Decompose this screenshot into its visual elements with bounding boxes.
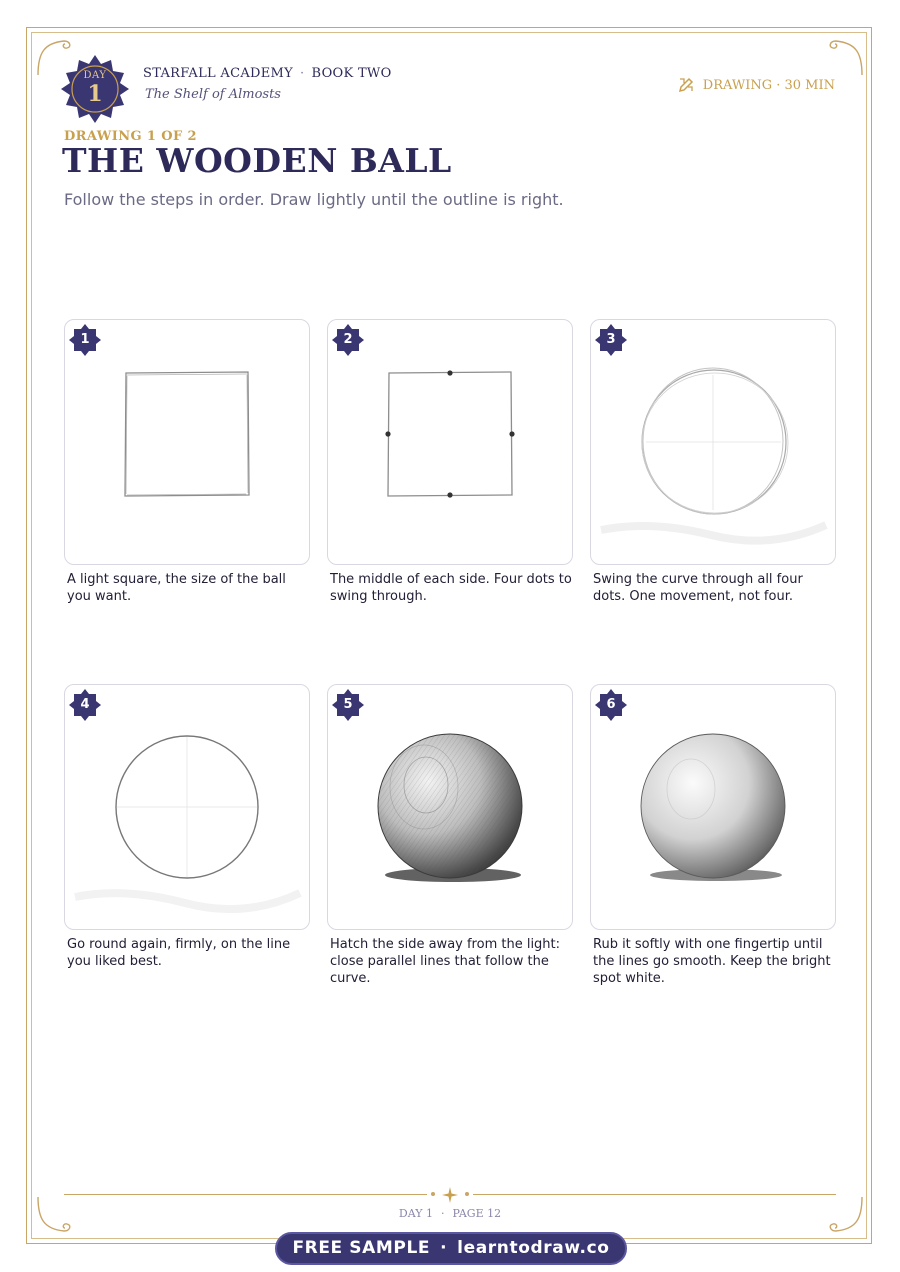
footer-separator: · — [440, 1207, 445, 1220]
footer-rule-left — [64, 1194, 427, 1195]
book-subtitle: The Shelf of Almosts — [145, 87, 281, 102]
series-title — [143, 66, 392, 81]
step-number-badge — [330, 687, 366, 723]
step-number-badge — [67, 687, 103, 723]
day-badge — [60, 54, 130, 124]
pencil-ruler-icon — [677, 76, 695, 94]
step-number: 6 — [606, 697, 616, 712]
footer-rule-right — [473, 1194, 836, 1195]
step-image-1 — [64, 319, 310, 565]
step-image-5 — [327, 684, 573, 930]
page-title: THE WOODEN BALL — [62, 141, 452, 180]
activity-label: DRAWING · 30 MIN — [702, 77, 835, 93]
step-caption: The middle of each side. Four dots to swing through. — [330, 572, 572, 604]
sample-separator: · — [440, 1238, 448, 1258]
step-card-4 — [64, 684, 310, 970]
step-number: 2 — [343, 332, 353, 347]
step-card-1 — [64, 319, 310, 605]
step-card-2 — [327, 319, 573, 605]
badge-day-label: DAY — [83, 70, 107, 81]
step-number-badge — [330, 322, 366, 358]
step-image-6 — [590, 684, 836, 930]
step-caption: Hatch the side away from the light: close parallel lines that follow the curve. — [330, 937, 561, 986]
activity-tag — [677, 76, 835, 94]
step-caption: Rub it softly with one fingertip until the lines go smooth. Keep the bright spot white. — [593, 937, 831, 986]
step-card-6 — [590, 684, 836, 987]
page-instructions: Follow the steps in order. Draw lightly until the outline is right. — [64, 190, 564, 209]
step-caption: A light square, the size of the ball you want. — [67, 572, 286, 604]
step-number-badge — [593, 687, 629, 723]
footer-page-number: PAGE 12 — [452, 1207, 502, 1220]
page-frame-inner — [31, 32, 867, 1239]
step-card-5 — [327, 684, 573, 987]
series-separator: · — [300, 66, 305, 81]
corner-flourish-top-right — [824, 35, 866, 77]
drawing-kicker: DRAWING 1 OF 2 — [64, 129, 198, 144]
sparkle-icon — [441, 1186, 459, 1204]
footer-dot-left — [431, 1192, 435, 1196]
step-image-2 — [327, 319, 573, 565]
step-caption: Swing the curve through all four dots. One movement, not four. — [593, 572, 803, 604]
sample-label: FREE SAMPLE — [292, 1238, 431, 1258]
badge-day-number: 1 — [87, 81, 103, 107]
sample-site: learntodraw.co — [457, 1238, 610, 1258]
footer-day: DAY 1 — [398, 1207, 433, 1220]
step-image-4 — [64, 684, 310, 930]
step-number: 4 — [80, 697, 90, 712]
series-name: STARFALL ACADEMY — [143, 66, 294, 81]
footer-dot-right — [465, 1192, 469, 1196]
page-footer — [0, 1207, 900, 1220]
step-number-badge — [593, 322, 629, 358]
book-label: BOOK TWO — [311, 66, 392, 81]
step-number: 1 — [80, 332, 90, 347]
step-card-3 — [590, 319, 836, 605]
step-image-3 — [590, 319, 836, 565]
step-number-badge — [67, 322, 103, 358]
step-number: 5 — [343, 697, 353, 712]
free-sample-banner — [275, 1232, 627, 1265]
step-number: 3 — [606, 332, 616, 347]
step-caption: Go round again, firmly, on the line you liked best. — [67, 937, 291, 969]
